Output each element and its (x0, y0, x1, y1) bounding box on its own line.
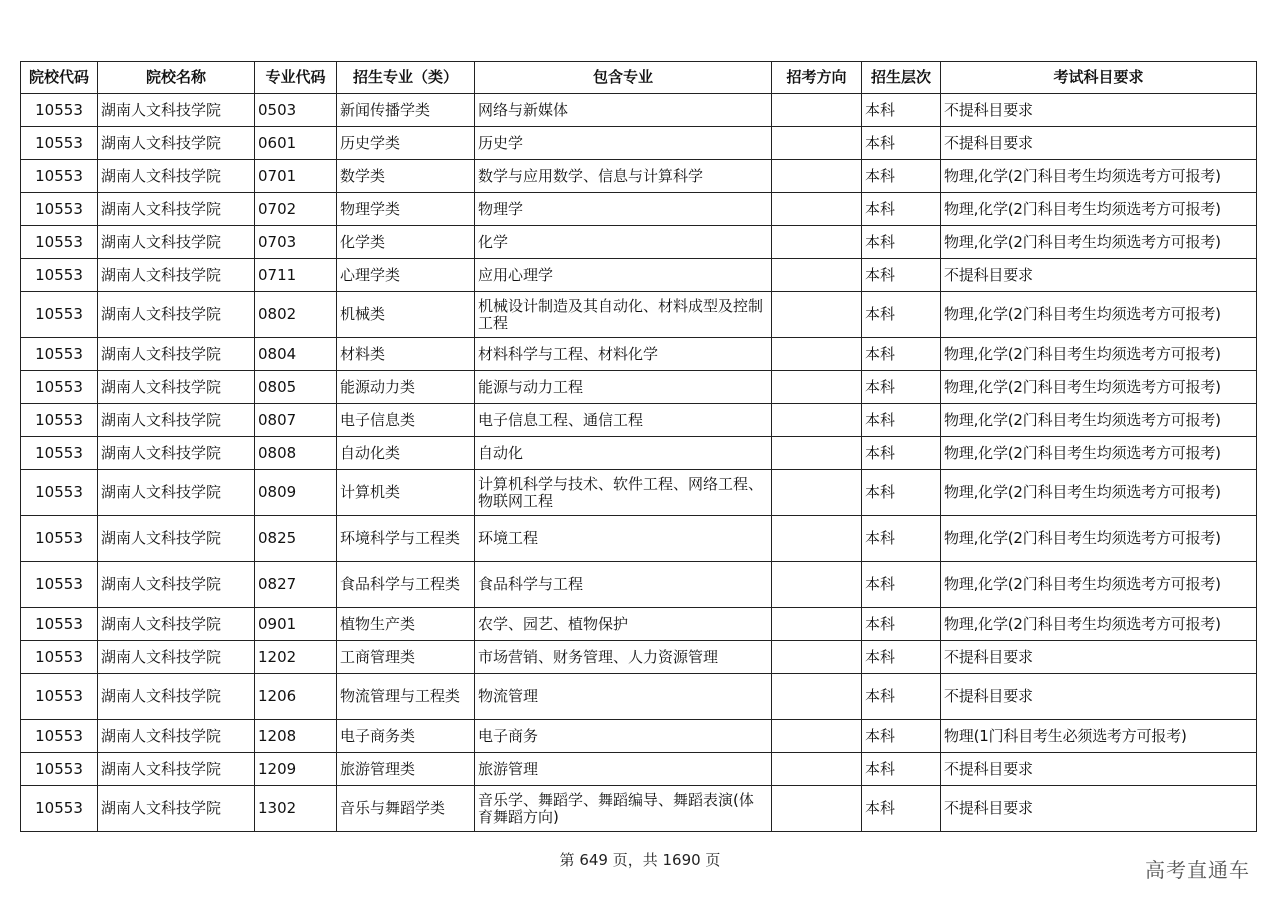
cell-subject-requirement: 不提科目要求 (941, 259, 1257, 292)
cell-school-name: 湖南人文科技学院 (98, 193, 255, 226)
cell-direction (772, 404, 862, 437)
cell-major-category: 环境科学与工程类 (337, 516, 475, 562)
cell-major-category: 物理学类 (337, 193, 475, 226)
cell-subject-requirement: 不提科目要求 (941, 674, 1257, 720)
cell-level: 本科 (862, 470, 941, 516)
table-row (21, 371, 1257, 404)
table-row (21, 226, 1257, 259)
cell-major-category: 食品科学与工程类 (337, 562, 475, 608)
cell-major-code: 0601 (255, 127, 337, 160)
table-row (21, 641, 1257, 674)
header-school-code: 院校代码 (21, 62, 98, 94)
cell-major-category: 新闻传播学类 (337, 94, 475, 127)
cell-level: 本科 (862, 786, 941, 832)
cell-level: 本科 (862, 562, 941, 608)
cell-included-majors: 旅游管理 (475, 753, 772, 786)
cell-subject-requirement: 物理,化学(2门科目考生均须选考方可报考) (941, 371, 1257, 404)
cell-included-majors: 市场营销、财务管理、人力资源管理 (475, 641, 772, 674)
cell-major-code: 0711 (255, 259, 337, 292)
cell-school-name: 湖南人文科技学院 (98, 562, 255, 608)
header-subject-requirement: 考试科目要求 (941, 62, 1257, 94)
cell-level: 本科 (862, 516, 941, 562)
cell-school-code: 10553 (21, 674, 98, 720)
cell-included-majors: 能源与动力工程 (475, 371, 772, 404)
cell-subject-requirement: 物理,化学(2门科目考生均须选考方可报考) (941, 193, 1257, 226)
cell-level: 本科 (862, 674, 941, 720)
header-school-name: 院校名称 (98, 62, 255, 94)
cell-school-name: 湖南人文科技学院 (98, 720, 255, 753)
cell-subject-requirement: 物理,化学(2门科目考生均须选考方可报考) (941, 437, 1257, 470)
cell-major-code: 1209 (255, 753, 337, 786)
cell-major-category: 心理学类 (337, 259, 475, 292)
cell-major-category: 材料类 (337, 338, 475, 371)
cell-major-code: 0808 (255, 437, 337, 470)
cell-included-majors: 物理学 (475, 193, 772, 226)
cell-level: 本科 (862, 226, 941, 259)
cell-major-code: 0703 (255, 226, 337, 259)
cell-major-category: 旅游管理类 (337, 753, 475, 786)
cell-school-name: 湖南人文科技学院 (98, 127, 255, 160)
cell-direction (772, 193, 862, 226)
cell-level: 本科 (862, 641, 941, 674)
cell-major-category: 植物生产类 (337, 608, 475, 641)
table-row (21, 516, 1257, 562)
cell-level: 本科 (862, 371, 941, 404)
cell-major-code: 0827 (255, 562, 337, 608)
cell-subject-requirement: 不提科目要求 (941, 641, 1257, 674)
cell-school-code: 10553 (21, 786, 98, 832)
cell-school-code: 10553 (21, 470, 98, 516)
cell-school-code: 10553 (21, 437, 98, 470)
cell-major-category: 数学类 (337, 160, 475, 193)
cell-school-code: 10553 (21, 371, 98, 404)
cell-major-code: 1202 (255, 641, 337, 674)
cell-school-name: 湖南人文科技学院 (98, 753, 255, 786)
cell-direction (772, 160, 862, 193)
cell-major-category: 工商管理类 (337, 641, 475, 674)
cell-included-majors: 自动化 (475, 437, 772, 470)
cell-major-category: 电子商务类 (337, 720, 475, 753)
header-included-majors: 包含专业 (475, 62, 772, 94)
table-row (21, 470, 1257, 516)
cell-included-majors: 环境工程 (475, 516, 772, 562)
cell-direction (772, 259, 862, 292)
cell-level: 本科 (862, 259, 941, 292)
cell-school-code: 10553 (21, 516, 98, 562)
cell-subject-requirement: 不提科目要求 (941, 786, 1257, 832)
cell-level: 本科 (862, 404, 941, 437)
cell-major-category: 电子信息类 (337, 404, 475, 437)
table-row (21, 786, 1257, 832)
table-body (21, 94, 1257, 832)
cell-school-name: 湖南人文科技学院 (98, 226, 255, 259)
cell-school-code: 10553 (21, 608, 98, 641)
cell-direction (772, 786, 862, 832)
cell-major-code: 0702 (255, 193, 337, 226)
cell-school-name: 湖南人文科技学院 (98, 338, 255, 371)
cell-subject-requirement: 物理,化学(2门科目考生均须选考方可报考) (941, 470, 1257, 516)
cell-direction (772, 562, 862, 608)
cell-major-code: 0809 (255, 470, 337, 516)
table-row (21, 753, 1257, 786)
cell-direction (772, 674, 862, 720)
cell-school-code: 10553 (21, 127, 98, 160)
cell-school-name: 湖南人文科技学院 (98, 437, 255, 470)
cell-major-code: 0701 (255, 160, 337, 193)
cell-major-category: 音乐与舞蹈学类 (337, 786, 475, 832)
table-row (21, 94, 1257, 127)
table-row (21, 674, 1257, 720)
cell-major-code: 0825 (255, 516, 337, 562)
cell-direction (772, 641, 862, 674)
cell-school-code: 10553 (21, 226, 98, 259)
cell-direction (772, 94, 862, 127)
cell-school-name: 湖南人文科技学院 (98, 371, 255, 404)
table-row (21, 562, 1257, 608)
cell-subject-requirement: 物理,化学(2门科目考生均须选考方可报考) (941, 562, 1257, 608)
cell-included-majors: 材料科学与工程、材料化学 (475, 338, 772, 371)
table-row (21, 193, 1257, 226)
table-header-row (21, 62, 1257, 94)
cell-school-code: 10553 (21, 94, 98, 127)
cell-school-code: 10553 (21, 338, 98, 371)
cell-school-name: 湖南人文科技学院 (98, 292, 255, 338)
cell-major-code: 0503 (255, 94, 337, 127)
header-level: 招生层次 (862, 62, 941, 94)
header-direction: 招考方向 (772, 62, 862, 94)
cell-included-majors: 农学、园艺、植物保护 (475, 608, 772, 641)
cell-subject-requirement: 物理,化学(2门科目考生均须选考方可报考) (941, 160, 1257, 193)
cell-school-name: 湖南人文科技学院 (98, 470, 255, 516)
cell-direction (772, 338, 862, 371)
cell-level: 本科 (862, 608, 941, 641)
cell-school-name: 湖南人文科技学院 (98, 94, 255, 127)
cell-level: 本科 (862, 160, 941, 193)
cell-school-code: 10553 (21, 259, 98, 292)
table-row (21, 437, 1257, 470)
header-major-category: 招生专业（类） (337, 62, 475, 94)
cell-school-name: 湖南人文科技学院 (98, 674, 255, 720)
table-row (21, 720, 1257, 753)
cell-level: 本科 (862, 437, 941, 470)
cell-school-name: 湖南人文科技学院 (98, 516, 255, 562)
cell-major-code: 1208 (255, 720, 337, 753)
table-row (21, 404, 1257, 437)
cell-major-code: 0901 (255, 608, 337, 641)
cell-included-majors: 电子信息工程、通信工程 (475, 404, 772, 437)
cell-major-category: 自动化类 (337, 437, 475, 470)
cell-direction (772, 371, 862, 404)
cell-school-name: 湖南人文科技学院 (98, 160, 255, 193)
cell-subject-requirement: 物理(1门科目考生必须选考方可报考) (941, 720, 1257, 753)
cell-included-majors: 网络与新媒体 (475, 94, 772, 127)
cell-level: 本科 (862, 753, 941, 786)
cell-school-code: 10553 (21, 753, 98, 786)
cell-subject-requirement: 不提科目要求 (941, 94, 1257, 127)
cell-subject-requirement: 物理,化学(2门科目考生均须选考方可报考) (941, 292, 1257, 338)
cell-major-category: 历史学类 (337, 127, 475, 160)
cell-included-majors: 食品科学与工程 (475, 562, 772, 608)
cell-school-code: 10553 (21, 562, 98, 608)
cell-direction (772, 127, 862, 160)
cell-school-code: 10553 (21, 193, 98, 226)
cell-major-category: 化学类 (337, 226, 475, 259)
cell-school-name: 湖南人文科技学院 (98, 259, 255, 292)
cell-major-category: 计算机类 (337, 470, 475, 516)
cell-school-code: 10553 (21, 404, 98, 437)
cell-level: 本科 (862, 720, 941, 753)
cell-level: 本科 (862, 193, 941, 226)
cell-major-code: 1206 (255, 674, 337, 720)
cell-major-category: 能源动力类 (337, 371, 475, 404)
table-row (21, 160, 1257, 193)
cell-direction (772, 292, 862, 338)
watermark-logo-text: 高考直通车 (1145, 858, 1250, 882)
cell-major-code: 0804 (255, 338, 337, 371)
cell-school-code: 10553 (21, 641, 98, 674)
cell-direction (772, 226, 862, 259)
table-row (21, 292, 1257, 338)
cell-subject-requirement: 物理,化学(2门科目考生均须选考方可报考) (941, 516, 1257, 562)
page-number: 第 649 页，共 1690 页 (559, 851, 721, 869)
cell-subject-requirement: 不提科目要求 (941, 127, 1257, 160)
cell-subject-requirement: 物理,化学(2门科目考生均须选考方可报考) (941, 608, 1257, 641)
cell-school-name: 湖南人文科技学院 (98, 641, 255, 674)
cell-subject-requirement: 物理,化学(2门科目考生均须选考方可报考) (941, 226, 1257, 259)
cell-included-majors: 机械设计制造及其自动化、材料成型及控制工程 (475, 292, 772, 338)
cell-school-code: 10553 (21, 160, 98, 193)
cell-level: 本科 (862, 127, 941, 160)
cell-level: 本科 (862, 338, 941, 371)
cell-subject-requirement: 物理,化学(2门科目考生均须选考方可报考) (941, 338, 1257, 371)
cell-major-code: 0805 (255, 371, 337, 404)
cell-included-majors: 数学与应用数学、信息与计算科学 (475, 160, 772, 193)
cell-direction (772, 720, 862, 753)
cell-school-name: 湖南人文科技学院 (98, 608, 255, 641)
cell-included-majors: 化学 (475, 226, 772, 259)
table-row (21, 127, 1257, 160)
cell-major-code: 1302 (255, 786, 337, 832)
cell-direction (772, 608, 862, 641)
cell-school-code: 10553 (21, 720, 98, 753)
cell-included-majors: 音乐学、舞蹈学、舞蹈编导、舞蹈表演(体育舞蹈方向) (475, 786, 772, 832)
cell-school-code: 10553 (21, 292, 98, 338)
cell-direction (772, 516, 862, 562)
cell-included-majors: 应用心理学 (475, 259, 772, 292)
cell-subject-requirement: 不提科目要求 (941, 753, 1257, 786)
cell-school-name: 湖南人文科技学院 (98, 404, 255, 437)
cell-included-majors: 计算机科学与技术、软件工程、网络工程、物联网工程 (475, 470, 772, 516)
admissions-table (20, 61, 1257, 832)
cell-level: 本科 (862, 94, 941, 127)
cell-major-code: 0802 (255, 292, 337, 338)
table-row (21, 608, 1257, 641)
cell-included-majors: 物流管理 (475, 674, 772, 720)
cell-direction (772, 437, 862, 470)
cell-included-majors: 电子商务 (475, 720, 772, 753)
cell-school-name: 湖南人文科技学院 (98, 786, 255, 832)
header-major-code: 专业代码 (255, 62, 337, 94)
table-row (21, 338, 1257, 371)
cell-major-category: 物流管理与工程类 (337, 674, 475, 720)
cell-level: 本科 (862, 292, 941, 338)
cell-direction (772, 470, 862, 516)
cell-major-code: 0807 (255, 404, 337, 437)
table-row (21, 259, 1257, 292)
cell-subject-requirement: 物理,化学(2门科目考生均须选考方可报考) (941, 404, 1257, 437)
cell-major-category: 机械类 (337, 292, 475, 338)
cell-direction (772, 753, 862, 786)
cell-included-majors: 历史学 (475, 127, 772, 160)
